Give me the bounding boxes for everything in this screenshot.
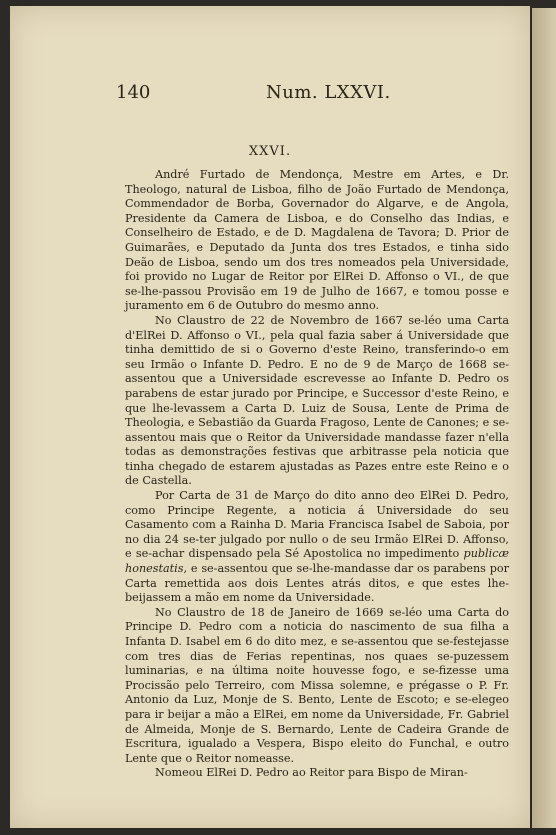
book-page [10,6,530,828]
latin-phrase: publicæ honestatis [125,547,509,576]
body-text [125,168,509,781]
running-head: Num. LXXVI. [266,82,391,103]
paragraph-claustro-1667: No Claustro de 22 de Novembro de 1667 se-léo uma Carta d'ElRei D. Affonso o VI., pela qual fazia saber á Universidade que tinha demittido de si o Governo d'este Reino, transferindo-o em seu Irmão o Infante D. Pedro. E no de 9 de Março de 1668 se-assentou que a Universidade escrevesse ao Infante D. Pedro os parabens de estar jurado por Principe, e Successor d'este Reino, e que lhe-levassem a Carta D. Luiz de Sousa, Lente de Prima de Theologia, e Sebastião da Guarda Fragoso, Lente de Canones; e se-assentou mais que o Reitor da Universidade mandasse fazer n'ella todas as demonstrações festivas que arbitrasse pela noticia que tinha chegado de estarem ajustadas as Pazes entre este Reino e o de Castella. [125,313,509,488]
paragraph-claustro-1669: No Claustro de 18 de Janeiro de 1669 se-léo uma Carta do Principe D. Pedro com a noticia do nascimento de sua filha a Infanta D. Isabel em 6 do dito mez, e se-assentou que se-festejasse com tres dias de Ferias repentinas, nos quaes se-puzessem luminarias, e na última noite houvesse fogo, e se-fizesse uma Procissão pelo Terreiro, com Missa solemne, e prégasse o P. Fr. Antonio da Luz, Monje de S. Bento, Lente de Escoto; e se-elegeo para ir beijar a mão a ElRei, em nome da Universidade, Fr. Gabriel de Almeida, Monje de S. Bernardo, Lente de Cadeira Grande de Escritura, igualado a Vespera, Bispo eleito do Funchal, e outro Lente que o Reitor nomeasse. [125,605,509,765]
paragraph-royal-marriage-part2: , e se-assentou que se-lhe-mandasse dar os parabens por Carta remettida aos dois Lentes atrás ditos, e que estes lhe-beijassem a mão em nome da Universidade. [125,562,509,605]
paragraph-bishop-nomination: Nomeou ElRei D. Pedro ao Reitor para Bispo de Miran- [155,766,468,780]
section-title: XXVI. [248,144,292,159]
page-header [10,82,530,108]
paragraph-royal-marriage-part1: Por Carta de 31 de Março do dito anno deo ElRei D. Pedro, como Principe Regente, a noticia á Universidade do seu Casamento com a Rainha D. Maria Francisca Isabel de Saboia, por no dia 24 se-ter julgado por nullo o de seu Irmão ElRei D. Affonso, e se-achar dispensado pela Sé Apostolica no impedimento [125,489,509,561]
paragraph-rector-appointment: André Furtado de Mendonça, Mestre em Artes, e Dr. Theologo, natural de Lisboa, filho de João Furtado de Mendonça, Commendador de Borba, Governador do Algarve, e de Angola, Presidente da Camera de Lisboa, e do Conselho das Indias, e Conselheiro de Estado, e de D. Magdalena de Tavora; D. Prior de Guimarães, e Deputado da Junta dos tres Estados, e tinha sido Deão de Lisboa, sendo um dos tres nomeados pela Universidade, foi provido no Lugar de Reitor por ElRei D. Affonso o VI., de que se-lhe-passou Provisão em 19 de Julho de 1667, e tomou posse e juramento em 6 de Outubro do mesmo anno. [125,168,509,313]
paragraph-royal-marriage [125,489,509,606]
page-number: 140 [116,82,151,103]
facing-page-edge [532,8,556,828]
